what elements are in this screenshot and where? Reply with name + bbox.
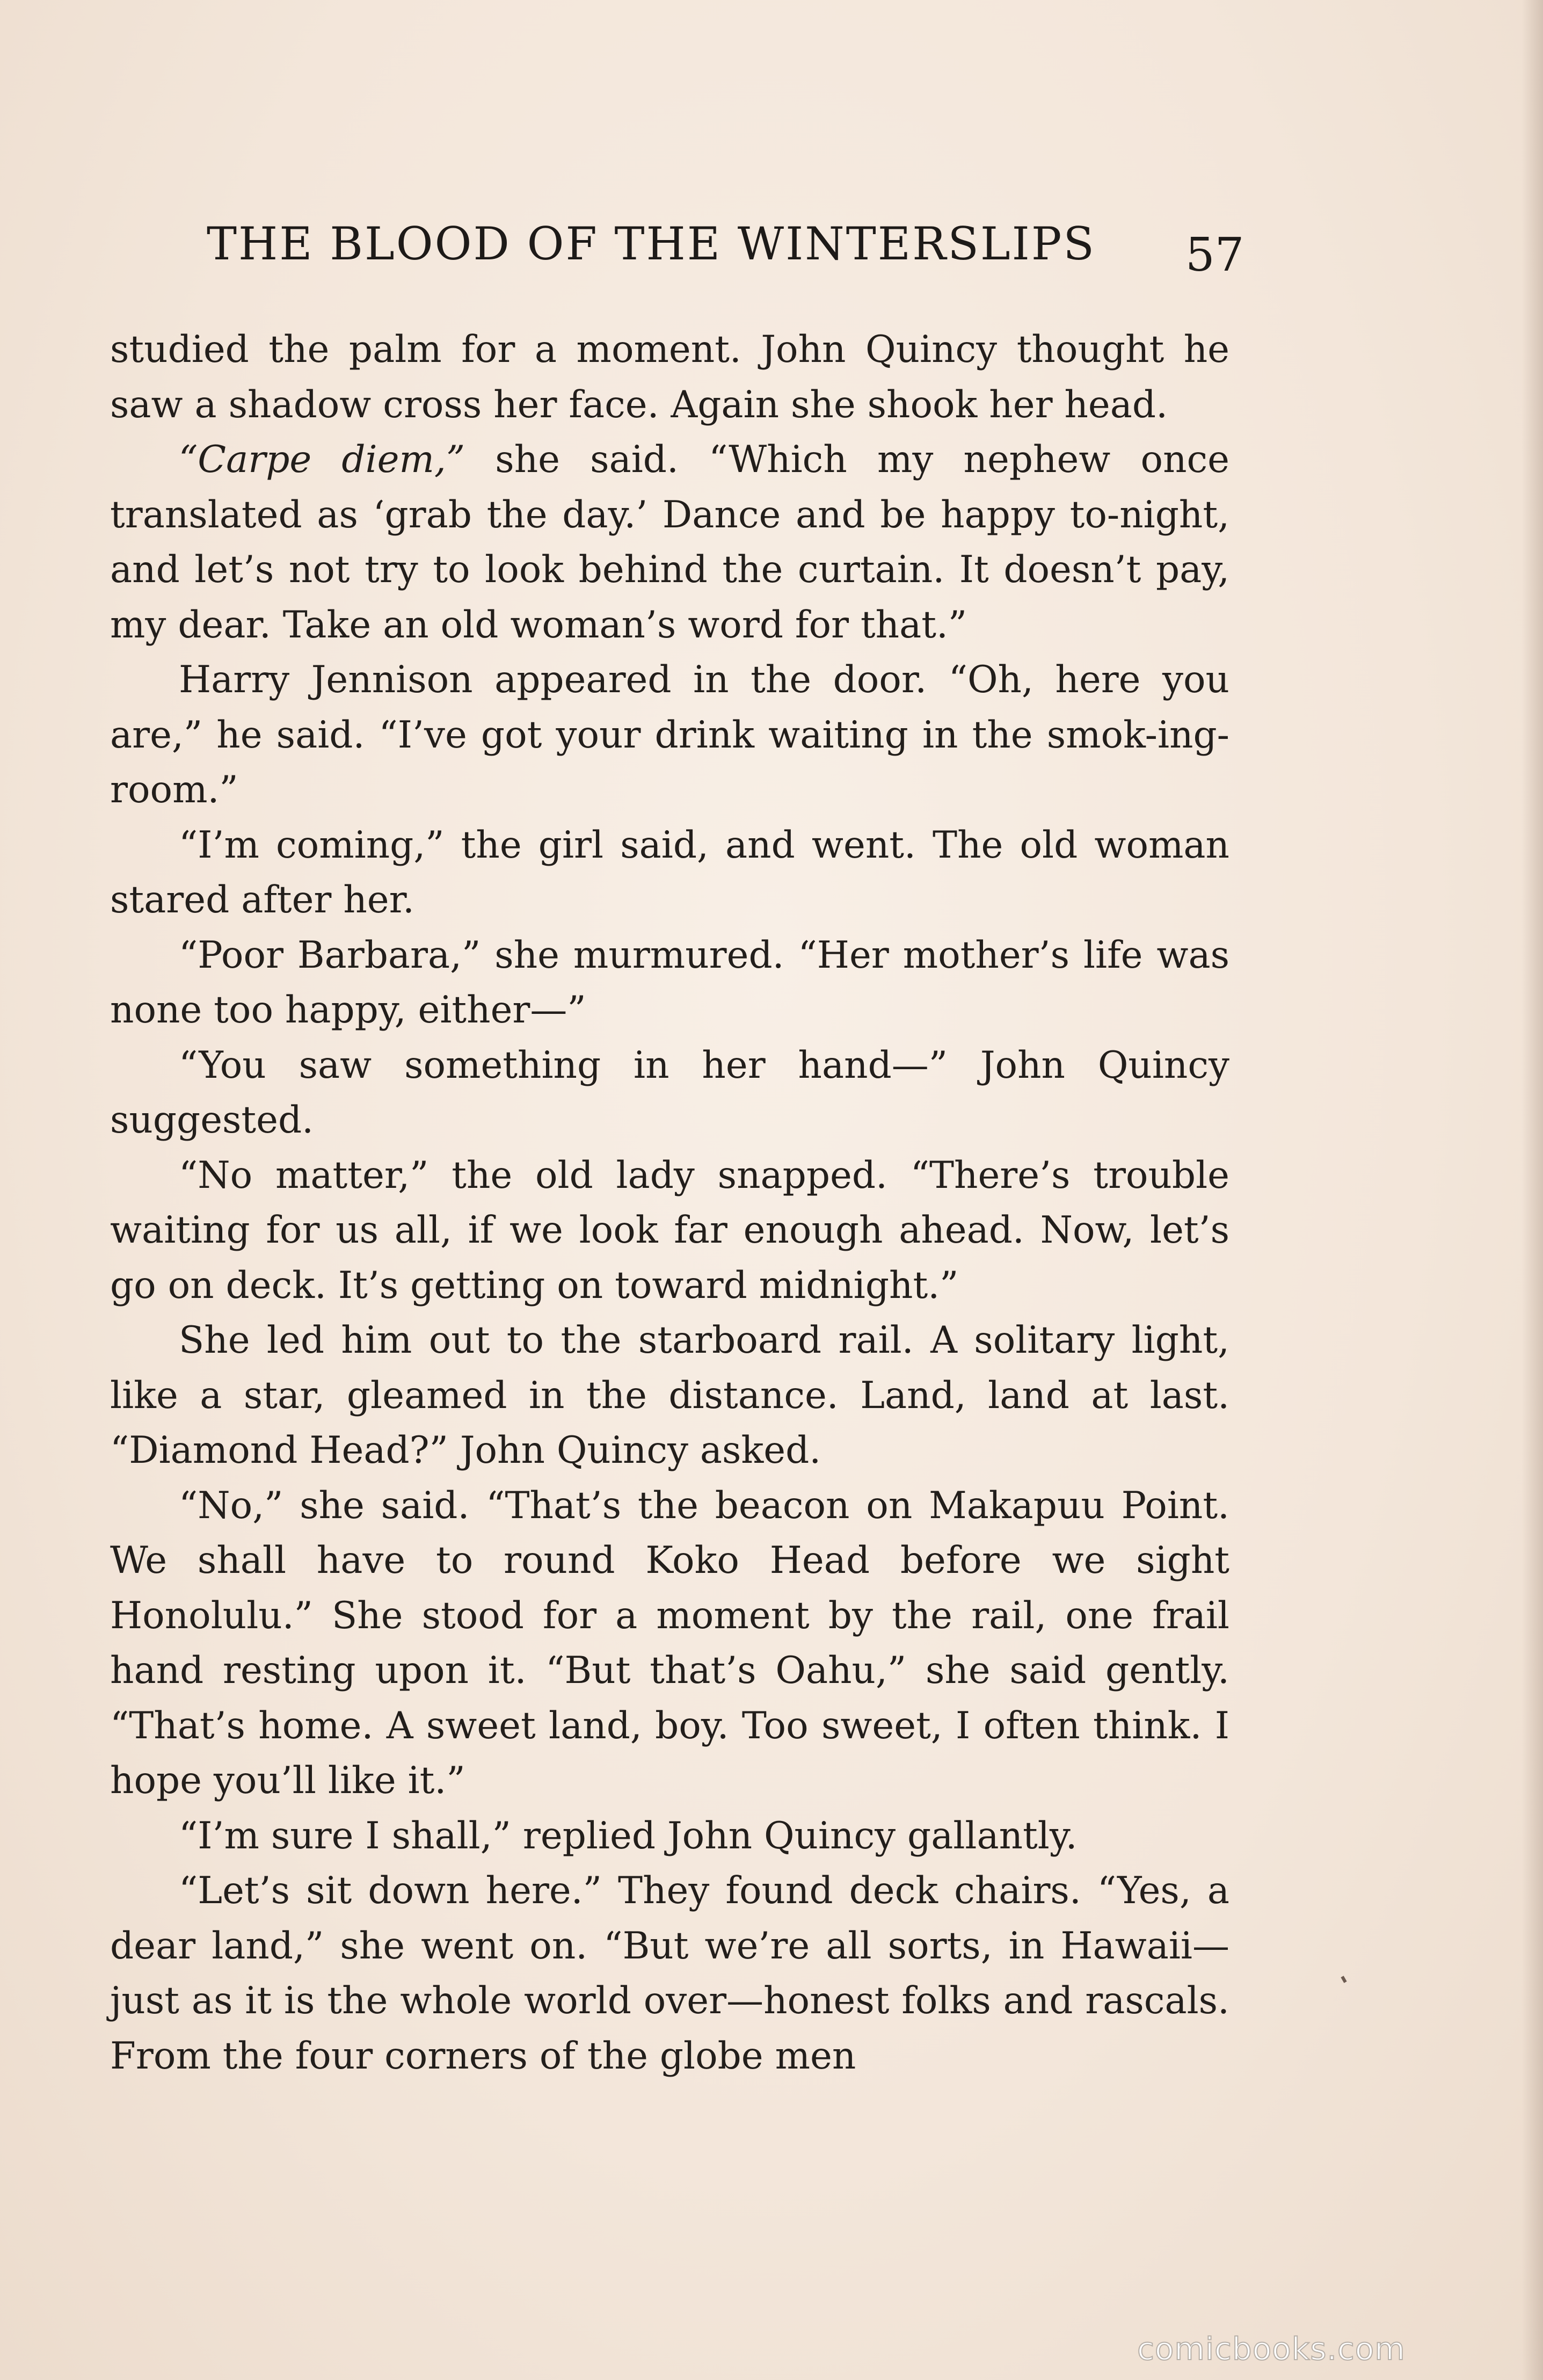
paragraph-2 [110, 432, 1229, 652]
paragraph-6: “You saw something in her hand—” John Quincy suggested. [110, 1043, 1229, 1142]
page-number: 57 [1185, 228, 1244, 282]
body-text [110, 322, 1229, 2084]
paragraph-1: studied the palm for a moment. John Quincy thought he saw a shadow cross her face. Again she shook her head. [110, 328, 1229, 426]
paragraph-8: She led him out to the starboard rail. A solitary light, like a star, gleamed in the distance. Land, land at last. “Diamond Head?” John Quincy asked. [110, 1319, 1229, 1472]
paragraph-10: “I’m sure I shall,” replied John Quincy gallantly. [179, 1814, 1078, 1857]
paragraph-7: “No matter,” the old lady snapped. “There’s trouble waiting for us all, if we look far enough ahead. Now, let’s go on deck. It’s getting on toward midnight.” [110, 1153, 1229, 1307]
watermark-text: comicbooks.com [1137, 2331, 1406, 2367]
paragraph-5: “Poor Barbara,” she murmured. “Her mother’s life was none too happy, either—” [110, 933, 1229, 1032]
paper-speck [1341, 1976, 1347, 1983]
latin-phrase: “Carpe diem,” [179, 438, 465, 481]
paragraph-4: “I’m coming,” the girl said, and went. The old woman stared after her. [110, 823, 1229, 921]
paragraph-2-rest: she said. “Which my nephew once translated as ‘grab the day.’ Dance and be happy to-night, and let’s not try to look behind the curtain. It doesn’t pay, my dear. Take an old woman’s word for that.” [110, 438, 1229, 647]
paragraph-11: “Let’s sit down here.” They found deck chairs. “Yes, a dear land,” she went on. “But we’re all sorts, in Hawaii—just as it is the whole world over—honest folks and rascals. From the four corners of the globe men [110, 1869, 1229, 2078]
paragraph-9: “No,” she said. “That’s the beacon on Makapuu Point. We shall have to round Koko Head before we sight Honolulu.” She stood for a moment by the rail, one frail hand resting upon it. “But that’s Oahu,” she said gently. “That’s home. A sweet land, boy. Too sweet, I often think. I hope you’ll like it.” [110, 1484, 1229, 1802]
running-title: THE BLOOD OF THE WINTERSLIPS [207, 217, 1096, 270]
paragraph-3: Harry Jennison appeared in the door. “Oh, here you are,” he said. “I’ve got your drink waiting in the smok-ing-room.” [110, 658, 1229, 811]
page-edge-shadow [1522, 0, 1543, 2380]
